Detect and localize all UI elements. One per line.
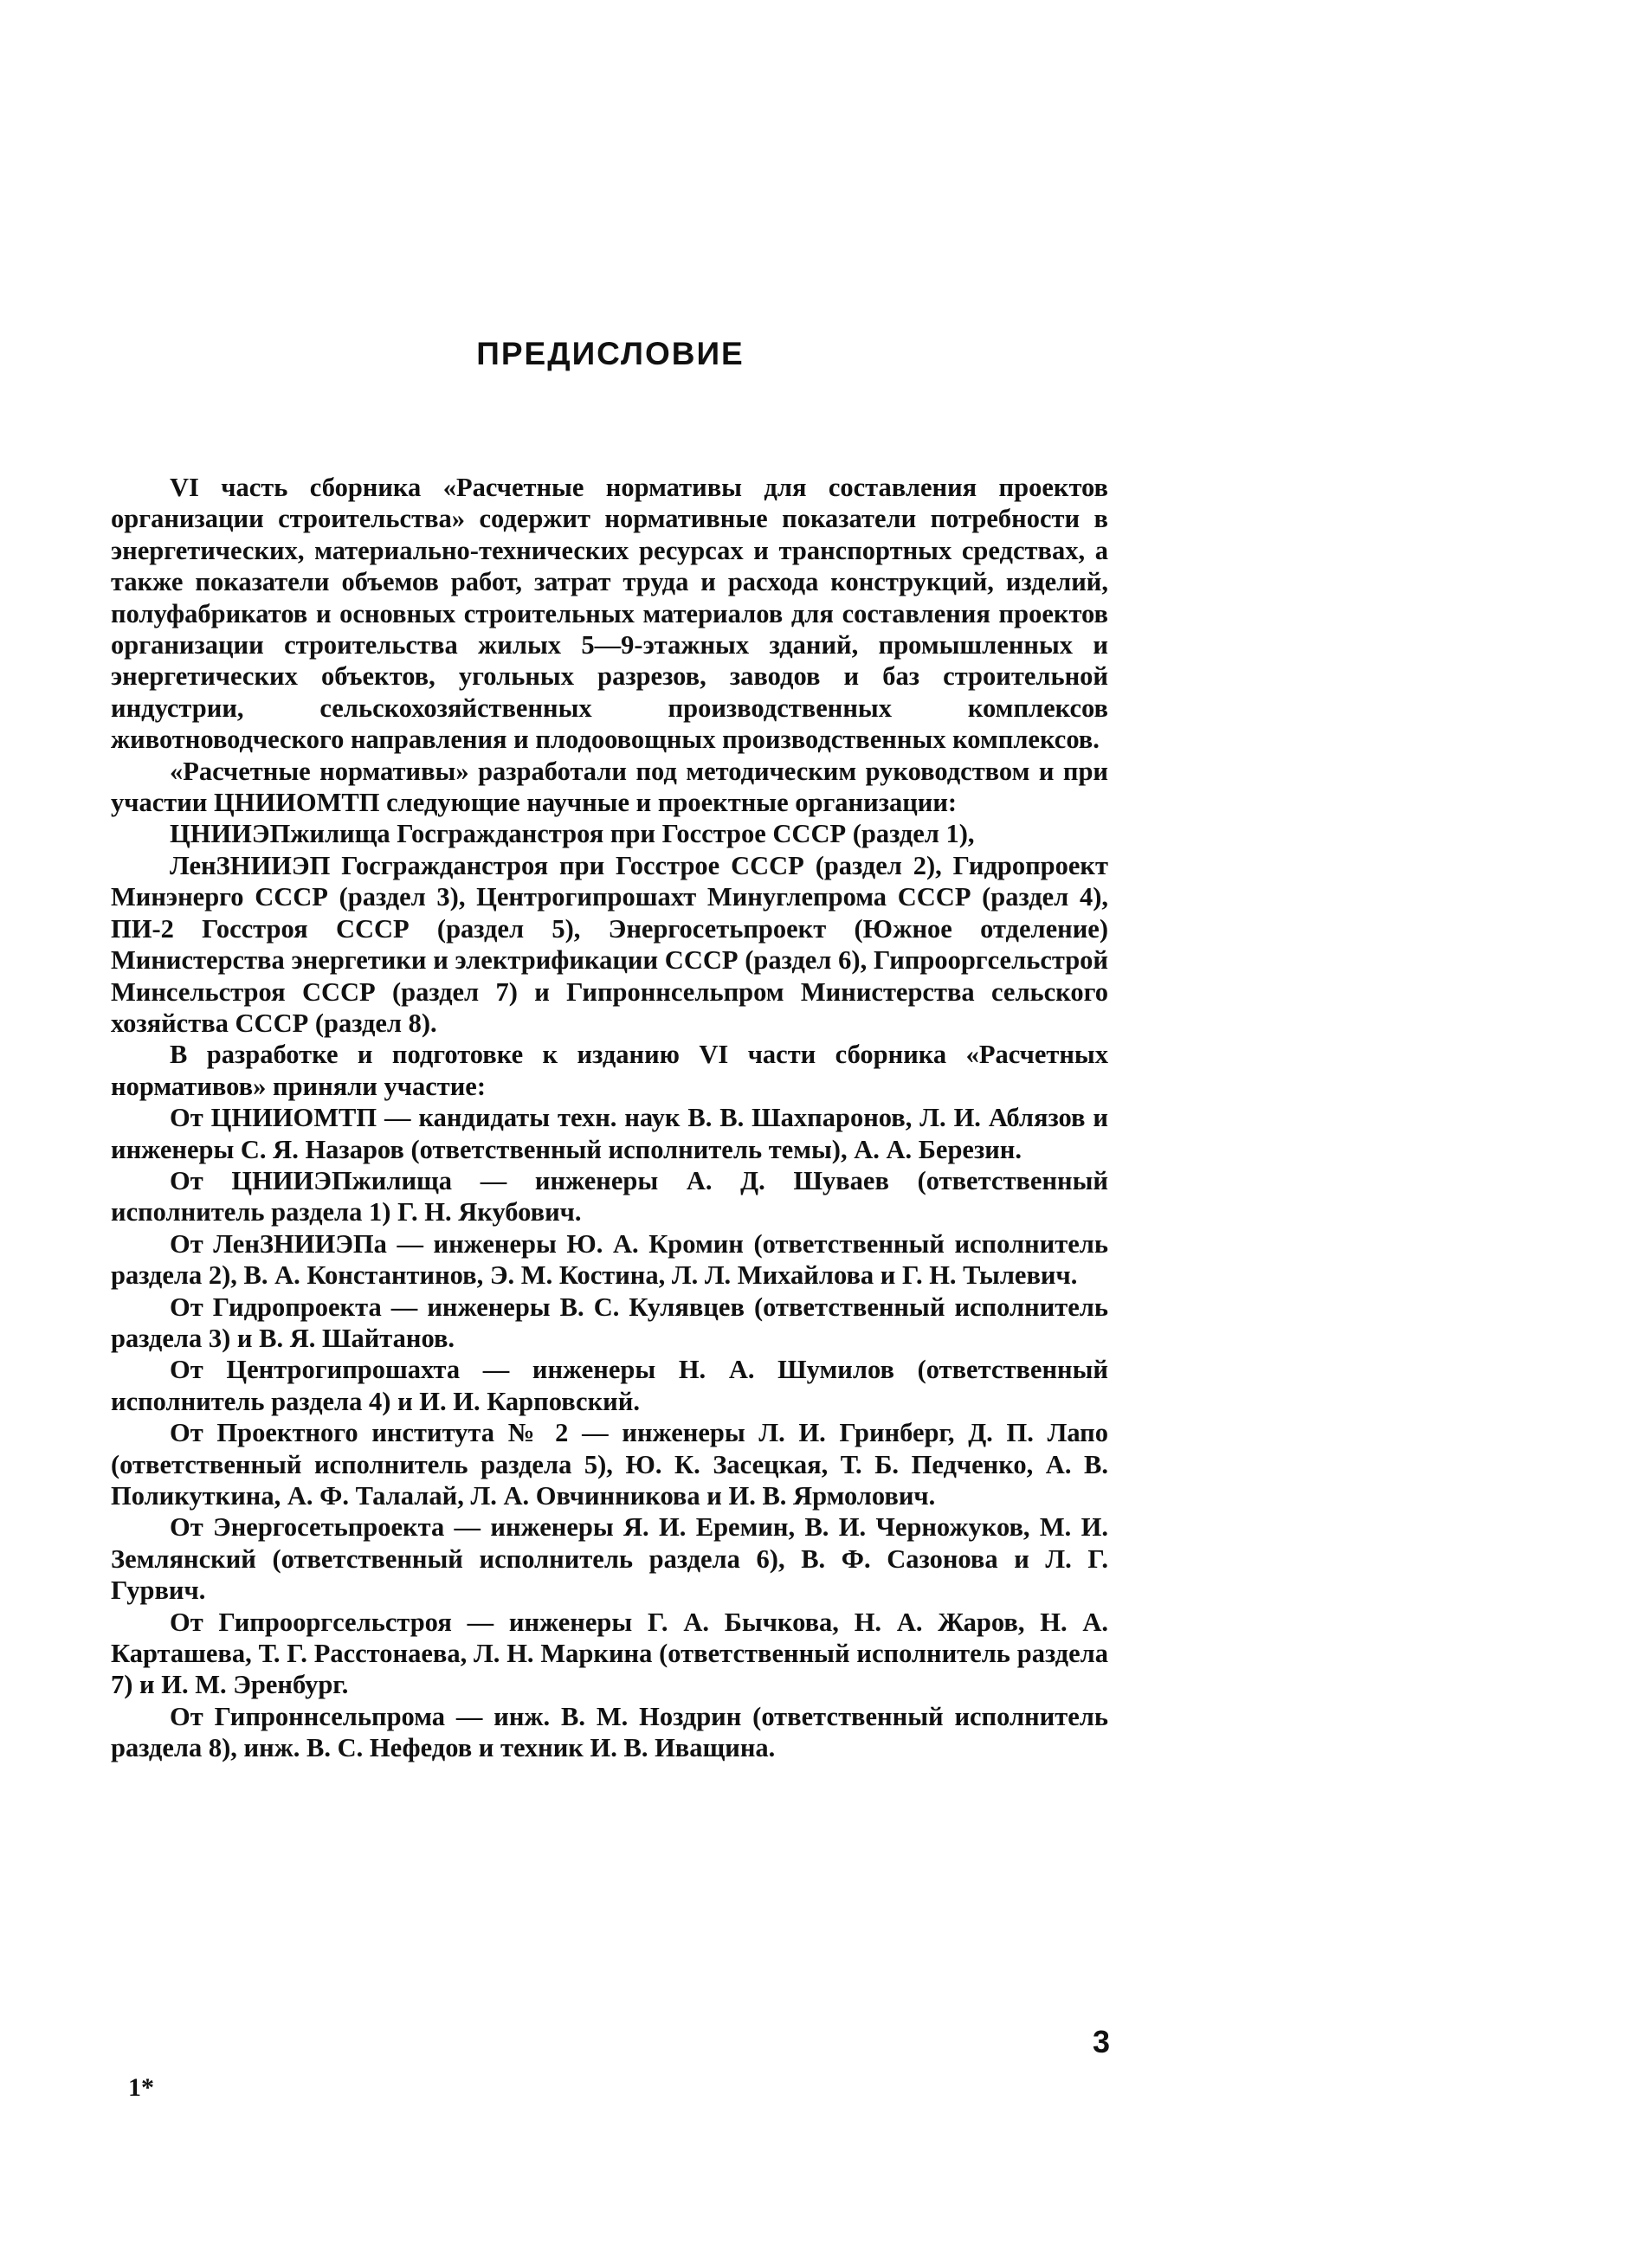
page-number: 3 <box>1093 2024 1111 2059</box>
paragraph-intro: VI часть сборника «Расчетные нормативы для составления проектов организации строительства» содержит нормативные показатели потребности в энергетических, материально-технических ресурсах и транспортных средствах, а также показатели объемов работ, затрат труда и расхода конструкций, изделий, полуфабрикатов и основных строительных материалов для составления проектов организации строительства жилых 5—9-этажных зданий, промышленных и энергетических объектов, угольных разрезов, заводов и баз строительной индустрии, сельскохозяйственных производственных комплексов животноводческого направления и плодоовощных производственных комплексов. <box>111 473 1108 755</box>
paragraph-cniiomtp: От ЦНИИОМТП — кандидаты техн. наук В. В. Шахпаронов, Л. И. Аблязов и инженеры С. Я. Назаров (ответственный исполнитель темы), А. А. Березин. <box>111 1103 1108 1164</box>
paragraph-org-1: ЦНИИЭПжилища Госгражданстроя при Госстрое СССР (раздел 1), <box>170 819 975 849</box>
paragraph-org-list: ЛенЗНИИЭП Госгражданстроя при Госстрое СССР (раздел 2), Гидропроект Минэнерго СССР (раздел 3), Центрогипрошахт Минуглепрома СССР (раздел 4), ПИ-2 Госстроя СССР (раздел 5), Энергосетьпроект (Южное отделение) Министерства энергетики и электрификации СССР (раздел 6), Гипрооргсельстрой Минсельстроя СССР (раздел 7) и Гипроннсельпром Министерства сельского хозяйства СССР (раздел 8). <box>111 850 1108 1038</box>
paragraph-giprosel: От Гипроннсельпрома — инж. В. М. Ноздрин (ответственный исполнитель раздела 8), инж. В. С. Нефедов и техник И. В. Иващина. <box>111 1701 1108 1763</box>
paragraph-developers: «Расчетные нормативы» разработали под методическим руководством и при участии ЦНИИОМТП следующие научные и проектные организации: <box>111 756 1108 818</box>
paragraph-lenzniiep: От ЛенЗНИИЭПа — инженеры Ю. А. Кромин (ответственный исполнитель раздела 2), В. А. Константинов, Э. М. Костина, Л. Л. Михайлова и Г. Н. Тылевич. <box>111 1228 1108 1291</box>
paragraph-gidroproekt: От Гидропроекта — инженеры В. С. Кулявцев (ответственный исполнитель раздела 3) и В. Я. Шайтанов. <box>111 1292 1108 1353</box>
paragraph-cniiep: От ЦНИИЭПжилища — инженеры А. Д. Шуваев (ответственный исполнитель раздела 1) Г. Н. Якубович. <box>111 1165 1108 1227</box>
paragraph-centrogiproshaht: От Центрогипрошахта — инженеры Н. А. Шумилов (ответственный исполнитель раздела 4) и И. И. Карповский. <box>111 1355 1108 1416</box>
page-title: ПРЕДИСЛОВИЕ <box>476 336 745 371</box>
signature-mark: 1* <box>128 2073 154 2102</box>
paragraph-energosetproekt: От Энергосетьпроекта — инженеры Я. И. Еремин, В. И. Черножуков, М. И. Землянский (ответственный исполнитель раздела 6), В. Ф. Сазонова и Л. Г. Гурвич. <box>111 1512 1108 1606</box>
body-text <box>111 472 1108 1764</box>
paragraph-giproorgselstroy: От Гипрооргсельстроя — инженеры Г. А. Бычкова, Н. А. Жаров, Н. А. Карташева, Т. Г. Расстонаева, Л. Н. Маркина (ответственный исполнитель раздела 7) и И. М. Эренбург. <box>111 1607 1108 1700</box>
paragraph-pi2: От Проектного института № 2 — инженеры Л. И. Гринберг, Д. П. Лапо (ответственный исполнитель раздела 5), Ю. К. Засецкая, Т. Б. Педченко, А. В. Поликуткина, А. Ф. Талалай, Л. А. Овчинникова и И. В. Ярмолович. <box>111 1418 1108 1511</box>
paragraph-participants: В разработке и подготовке к изданию VI части сборника «Расчетных нормативов» приняли участие: <box>111 1040 1108 1101</box>
